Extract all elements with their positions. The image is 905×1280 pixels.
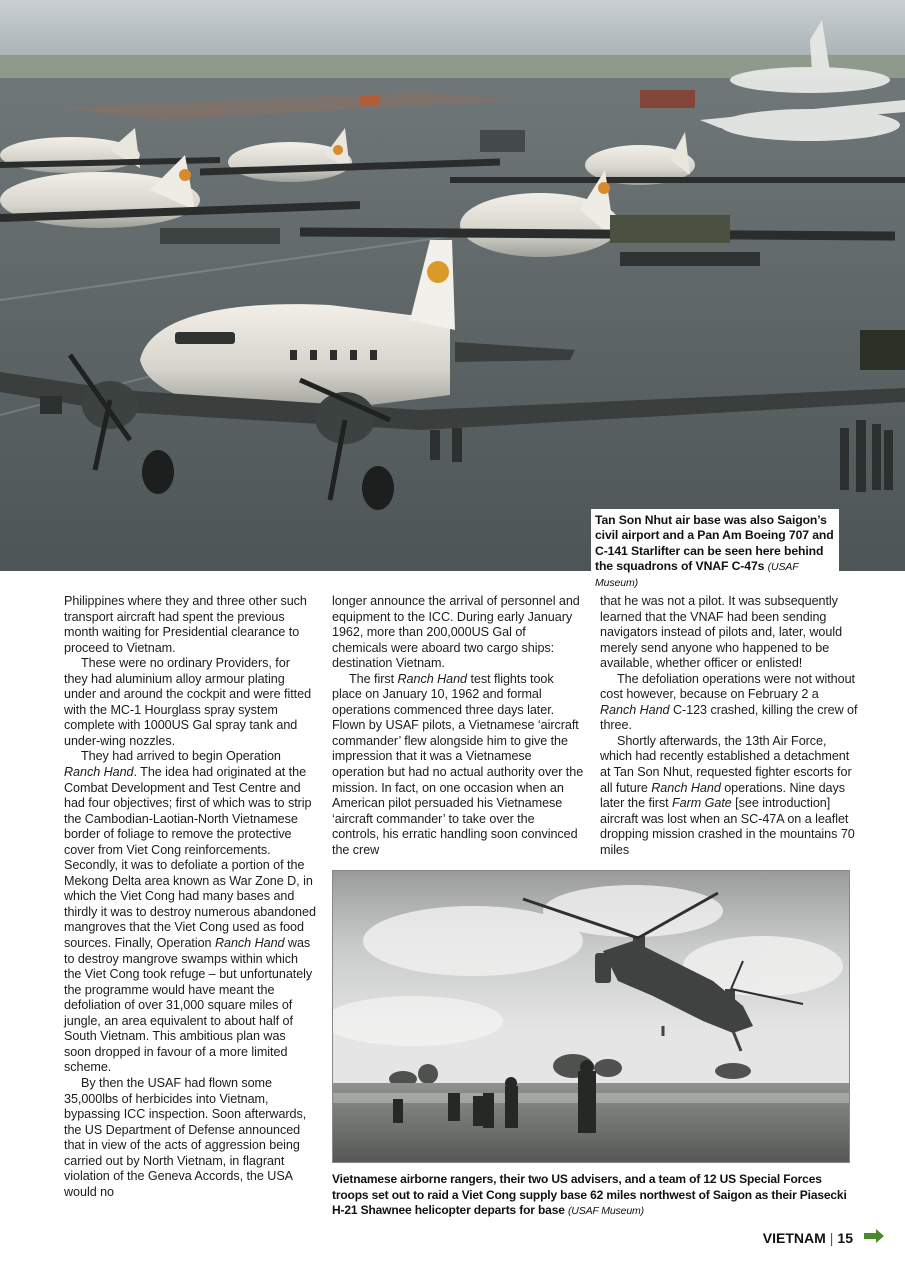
col2-paragraph-1: longer announce the arrival of personnel and equipment to the ICC. During early January 1962, more than 200,000US Gal of chemicals were aboard two cargo ships: destination Vietnam. — [332, 594, 580, 671]
col3-p3-text-a: Shortly afterwards, the 13th Air Force, which had recently established a detachment at Tan Son Nhut, requested fighter escorts for all future — [600, 733, 852, 795]
col1-paragraph-3 — [64, 749, 316, 1075]
col3-p3-text-c: [see introduction] aircraft was lost when an SC-47A on a leaflet dropping mission crashed in the mountains 70 miles — [600, 796, 855, 857]
col2-p2-text-b: test flights took place on January 10, 1962 and formal operations commenced three days later. Flown by USAF pilots, a Vietnamese ‘aircraft commander’ flew alongside him to give the impression that it was a Vietnamese operation but had no actual authority over the mission. In fact, on one occasion when an American pilot persuaded his Vietnamese ‘aircraft commander’ to take over the controls, his erratic handling soon convinced the crew — [332, 671, 584, 857]
col3-paragraph-3 — [600, 734, 858, 858]
footer-separator: | — [829, 1229, 834, 1246]
text-column-2 — [332, 594, 584, 858]
col2-p2-text-a: The first — [349, 671, 398, 686]
col1-p3-text-a: They had arrived to begin Operation — [81, 749, 281, 764]
col3-p3-italic-1: Ranch Hand — [651, 780, 721, 795]
col1-p3-italic-1: Ranch Hand — [64, 765, 134, 780]
heli-caption-credit: (USAF Museum) — [567, 1205, 644, 1217]
airfield-illustration — [0, 0, 905, 571]
text-column-3 — [600, 594, 858, 858]
col3-p2-italic: Ranch Hand — [600, 702, 670, 717]
col3-p2-text-b: C-123 crashed, killing the crew of three. — [600, 702, 858, 733]
col3-paragraph-2 — [600, 672, 858, 734]
col1-paragraph-1: Philippines where they and three other such transport aircraft had spent the previous month waiting for Presidential clearance to proceed to Vietnam. — [64, 594, 307, 655]
col3-p2-text-a: The defoliation operations were not without cost however, because on February 2 a — [600, 671, 855, 702]
helicopter-photo — [332, 870, 850, 1163]
heli-caption-text: Vietnamese airborne rangers, their two US advisers, and a team of 12 US Special Forces troops set out to raid a Viet Cong supply base 62 miles northwest of Saigon as their Piasecki H-21 Shawnee helicopter departs for base — [332, 1172, 847, 1217]
col2-paragraph-2 — [332, 672, 584, 859]
col1-paragraph-4: By then the USAF had flown some 35,000lbs of herbicides into Vietnam, bypassing ICC inspection. Soon afterwards, the US Department of Defense announced that in view of the acts of aggression being carried out by North Vietnam, in flagrant violation of the Geneva Accords, the USA would no — [64, 1075, 307, 1199]
col1-paragraph-2: These were no ordinary Providers, for they had aluminium alloy armour plating under and around the cockpit and were fitted with the MC-1 Hourglass spray system complete with 1000US Gal spray tank and under-wing nozzles. — [64, 656, 312, 748]
arrow-right-icon[interactable] — [863, 1229, 885, 1246]
col1-p3-italic-2: Ranch Hand — [214, 936, 285, 951]
text-column-1 — [64, 594, 316, 1200]
col1-p3-text-b: . The idea had originated at the Combat Development and Test Centre and had four objectives; first of which was to strip the Cambodian-Laotian-North Vietnamese border of foliage to remove the protective cover from Viet Cong reinforcements. Secondly, it was to defoliate a portion of the Mekong Delta area known as War Zone D, in which the Viet Cong had many bases and thirdly it was to destroy numerous abandoned mangroves that the Viet Cong used as food sources. Finally, Operation — [64, 765, 316, 951]
col1-p3-text-c: was to destroy mangrove swamps within which the Viet Cong took refuge – but unfortunately the programme would have meant the defoliation of over 31,000 square miles of jungle, an area equivalent to about half of South Vietnam. This ambitious plan was soon dropped in favour of a more limited scheme. — [64, 936, 313, 1075]
col3-p3-text-b: operations. Nine days later the first — [600, 780, 845, 811]
col2-p2-italic: Ranch Hand — [397, 671, 468, 686]
top-caption-credit: (USAF Museum) — [595, 560, 799, 590]
page-footer — [763, 1229, 885, 1246]
page-number: 15 — [837, 1229, 853, 1246]
section-title: VIETNAM — [762, 1229, 826, 1246]
helicopter-photo-caption — [332, 1172, 857, 1220]
col3-paragraph-1: that he was not a pilot. It was subsequently learned that the VNAF had been sending navigators instead of pilots and, later, would merely send anyone who happened to be available, whether officer or enlisted! — [600, 594, 843, 671]
helicopter-illustration — [333, 871, 849, 1162]
col3-p3-italic-2: Farm Gate — [672, 796, 732, 811]
top-photo-caption — [591, 509, 839, 590]
top-photo — [0, 0, 905, 571]
top-caption-text: Tan Son Nhut air base was also Saigon’s civil airport and a Pan Am Boeing 707 and C-141 Starlifter can be seen here behind the squadrons of VNAF C-47s — [595, 513, 834, 573]
